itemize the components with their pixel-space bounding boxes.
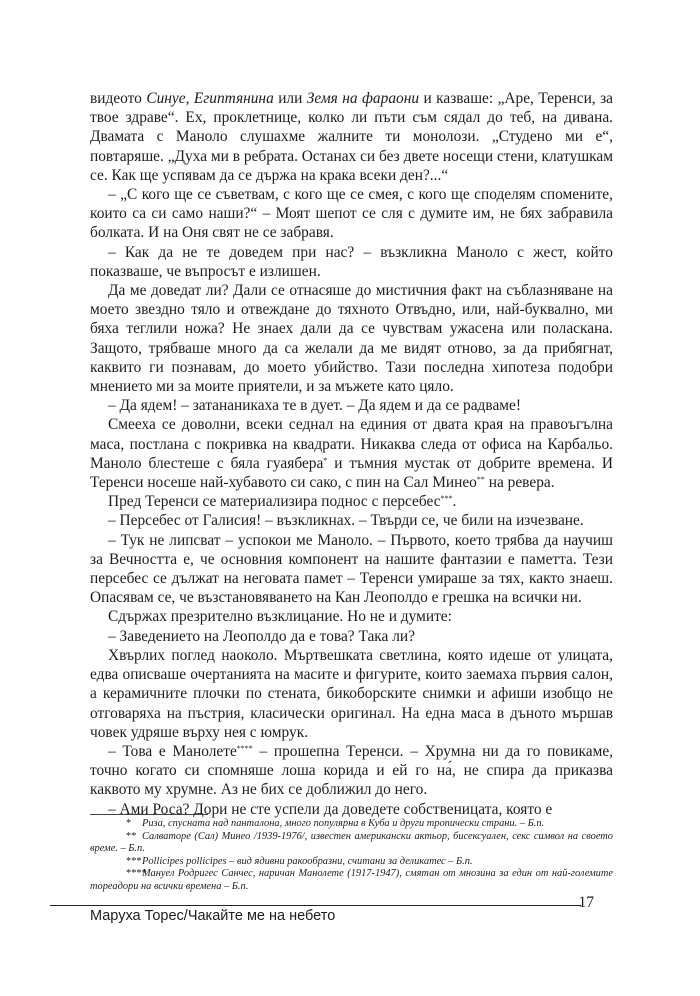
footnote — [90, 868, 613, 893]
paragraph: Смееха се доволни, всеки седнал на единия от двата края на правоъгълна маса, постлана с покривка на квадрати. Никаква следа от офиса на Карбальо. Маноло блестеше с бяла гуаябера* и тъмния мустак от добрите времена. И Теренси носеше най-хубавото си сако, с пин на Сал Минео** на ревера. — [90, 416, 613, 492]
paragraph: – Как да не те доведем при нас? – възкликна Маноло с жест, който показваше, че въпросът е излишен. — [90, 243, 613, 280]
footnote-marker: **** — [126, 868, 147, 880]
paragraph: – Това е Манолете**** – прошепна Теренси. – Хрумна ни да го повикаме, точно когато си спомняше лоша корида и ей го на́, не спира да приказва каквото му хрумне. Аз не бих се доближил до него. — [90, 742, 613, 799]
paragraph: – Да ядем! – затананикаха те в дует. – Да ядем и да се радваме! — [108, 397, 521, 415]
paragraph: – Персебес от Галисия! – възкликнах. – Твърди се, че били на изчезване. — [108, 512, 584, 530]
paragraph: видеото Синуе, Египтянина или Земя на фараони и казваше: „Аре, Теренси, за твое здраве“. Ех, проклетнице, колко ли пъти съм сядал до теб, на дивана. Двамата с Маноло слушахме жалните ти монолози. „Студено ми е“, повтаряше. „Духа ми в ребрата. Останах си без двете носещи стени, клатушкам се. Как ще успявам да се държа на крака всеки ден?...“ — [90, 90, 613, 184]
page-number: 17 — [578, 894, 594, 911]
paragraph: Да ме доведат ли? Дали се отнасяше до мистичния факт на съблазняване на моето звездно тяло и отвеждане до тяхното Отвъдно, или, най-буквално, ми бяха теглили ножа? Не знаех дали да се чувствам ужасена или поласкана. Защото, трябваше много да са желали да ме видят отново, за да прибягнат, каквито ги познавам, до моето убийство. Тази последна хипотеза подобри мнението ми за моите приятели, и за мъжете като цяло. — [90, 282, 613, 396]
paragraph: – Ами Роса? Дори не сте успели да доведете собственицата, която е — [108, 800, 553, 818]
paragraph: Хвърлих поглед наоколо. Мъртвешката светлина, която идеше от улицата, едва описваше очертанията на масите и фигурите, които заемаха първия салон, а керамичните плочки по стената, бикоборските снимки и афиши изобщо не отговаряха на пъстрия, класически оригинал. На една маса в дъното мършав човек удряше върху нея с юмрук. — [90, 646, 613, 741]
footnote-ref: ** — [476, 475, 485, 485]
footnote-marker: ** — [126, 830, 137, 842]
footnotes — [90, 818, 613, 894]
book-title: Земя на фараони — [306, 90, 420, 107]
footnote-ref: * — [323, 455, 328, 465]
footnote-ref: *** — [440, 494, 453, 504]
footnote-text: Мануел Родригес Санчес, наричан Манолете (1917-1947), смятан от мнозина за един от най-големите тореадори на всички времена – Б.п. — [90, 868, 613, 892]
footnote — [90, 818, 613, 831]
footnote-ref: **** — [236, 743, 253, 753]
footnote — [90, 831, 613, 856]
running-title: Маруха Торес/Чакайте ме на небето — [90, 908, 336, 924]
footnote-marker: *** — [126, 855, 142, 867]
body-text — [90, 89, 613, 819]
footnote — [90, 856, 613, 869]
paragraph: – Тук не липсват – успокои ме Маноло. – Първото, което трябва да научиш за Вечността е, че основния компонент на нашите фантазии е паметта. Тези персебес се дължат на неговата памет – Теренси умираше за тях, както знаеш. Опасявам се, че възстановяването на Кан Леополдо е грешка на всички ни. — [90, 531, 613, 607]
footnote-text: Салваторе (Сал) Минео /1939-1976/, известен американски актьор, бисексуален, секс символ на своето време. – Б.п. — [90, 830, 613, 855]
footnote-text: Pollicipes pollicipes – вид ядивни ракообразни, считани за деликатес – Б.п. — [142, 855, 473, 867]
paragraph: – „С кого ще се съветвам, с кого ще се смея, с кого ще споделям спомените, които са си само наши?“ – Моят шепот се сля с думите им, не бях забравила болката. И на Оня свят не се забравя. — [90, 186, 613, 242]
footnote-separator — [90, 814, 208, 815]
book-title: Синуе, Египтянина — [146, 90, 274, 107]
paragraph: – Заведението на Леополдо да е това? Така ли? — [108, 627, 415, 645]
footnote-text: Риза, спусната над панталона, много популярна в Куба и други тропически страни. – Б.п. — [142, 818, 545, 829]
footer-rule — [50, 905, 581, 906]
footnote-marker: * — [126, 818, 132, 829]
paragraph: Сдържах презрително възклицание. Но не и думите: — [108, 608, 452, 626]
paragraph: Пред Теренси се материализира поднос с персебес***. — [108, 493, 457, 511]
